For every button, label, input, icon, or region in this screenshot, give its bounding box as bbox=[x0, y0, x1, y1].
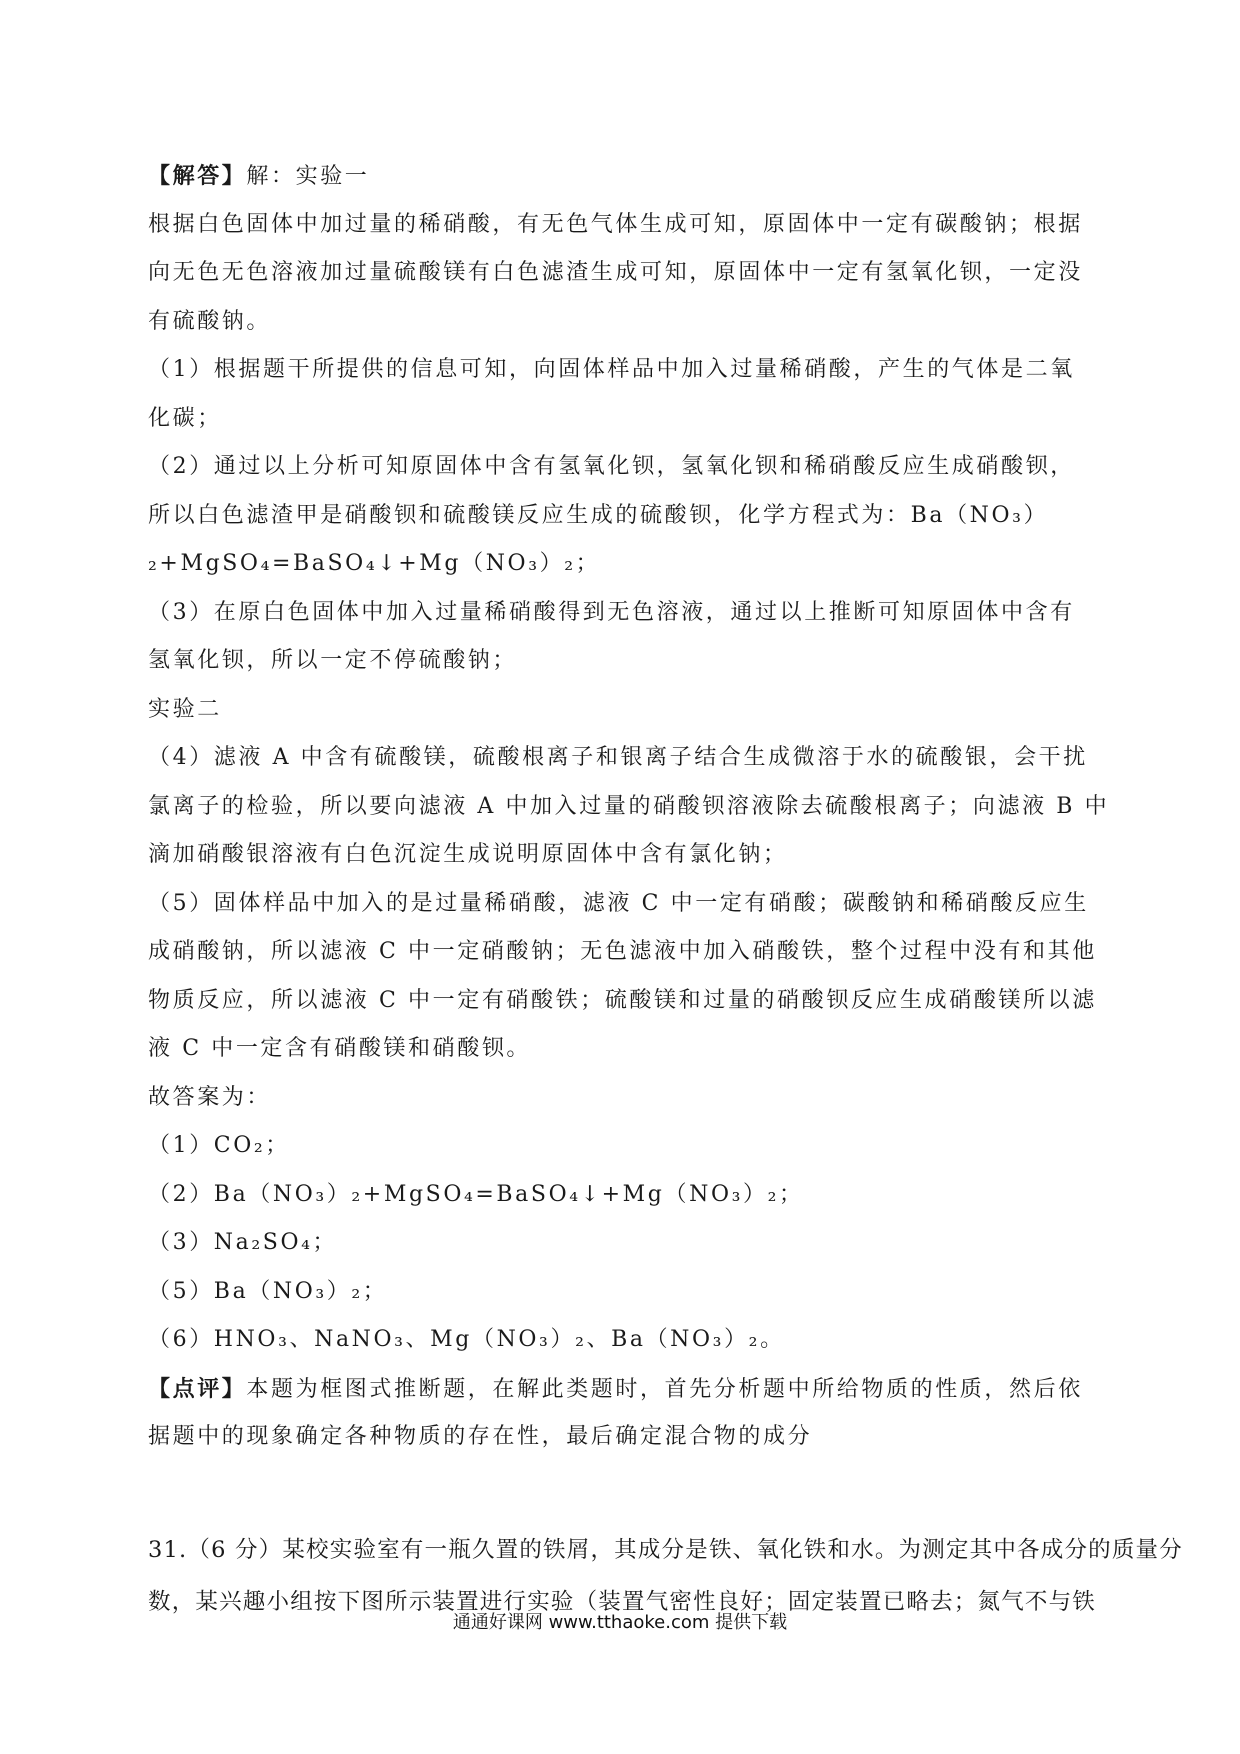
answer-line: 物质反应，所以滤液 C 中一定有硝酸铁；硫酸镁和过量的硝酸钡反应生成硝酸镁所以滤 bbox=[148, 987, 1097, 1013]
comment-line: 据题中的现象确定各种物质的存在性，最后确定混合物的成分 bbox=[148, 1424, 813, 1449]
page-footer: 通通好课网 www.tthaoke.com 提供下载 bbox=[452, 1612, 788, 1633]
answer-line: （3）在原白色固体中加入过量稀硝酸得到无色溶液，通过以上推断可知原固体中含有 bbox=[148, 599, 1075, 625]
answer-label: 【解答】 bbox=[148, 163, 247, 189]
answer-line: 实验二 bbox=[148, 696, 222, 722]
answer-line: （1）CO₂； bbox=[148, 1133, 290, 1158]
answer-line: 氯离子的检验，所以要向滤液 A 中加入过量的硝酸钡溶液除去硫酸根离子；向滤液 B 中 bbox=[148, 793, 1110, 819]
question-line: 数，某兴趣小组按下图所示装置进行实验（装置气密性良好；固定装置已略去；氮气不与铁 bbox=[148, 1588, 1097, 1615]
answer-line: （6）HNO₃、NaNO₃、Mg（NO₃）₂、Ba（NO₃）₂。 bbox=[148, 1327, 785, 1352]
question-line: 31.（6 分）某校实验室有一瓶久置的铁屑，其成分是铁、氧化铁和水。为测定其中各成分的质量分 bbox=[148, 1536, 1183, 1563]
comment-text: 本题为框图式推断题，在解此类题时，首先分析题中所给物质的性质，然后依 bbox=[246, 1376, 1083, 1402]
answer-line: 故答案为： bbox=[148, 1084, 272, 1110]
answer-line: ₂+MgSO₄=BaSO₄↓+Mg（NO₃）₂； bbox=[148, 551, 601, 576]
answer-line: 根据白色固体中加过量的稀硝酸，有无色气体生成可知，原固体中一定有碳酸钠；根据 bbox=[148, 211, 1083, 237]
answer-line: （5）固体样品中加入的是过量稀硝酸，滤液 C 中一定有硝酸；碳酸钠和稀硝酸反应生 bbox=[148, 890, 1089, 916]
answer-line: （5）Ba（NO₃）₂； bbox=[148, 1278, 388, 1304]
answer-line: 所以白色滤渣甲是硝酸钡和硫酸镁反应生成的硫酸钡，化学方程式为：Ba（NO₃） bbox=[148, 502, 1049, 528]
answer-line: 有硫酸钠。 bbox=[148, 308, 272, 334]
answer-line: （4）滤液 A 中含有硫酸镁，硫酸根离子和银离子结合生成微溶于水的硫酸银，会干扰 bbox=[148, 745, 1088, 770]
section-gap bbox=[148, 1462, 1098, 1524]
comment-line bbox=[148, 1365, 1098, 1414]
answer-line: （1）根据题干所提供的信息可知，向固体样品中加入过量稀硝酸，产生的气体是二氧 bbox=[148, 357, 1075, 382]
answer-line: （3）Na₂SO₄； bbox=[148, 1230, 338, 1255]
answer-content bbox=[148, 152, 1183, 1628]
answer-line: 成硝酸钠，所以滤液 C 中一定硝酸钠；无色滤液中加入硝酸铁，整个过程中没有和其他 bbox=[148, 939, 1097, 964]
answer-header bbox=[148, 152, 1098, 201]
answer-line: 向无色无色溶液加过量硫酸镁有白色滤渣生成可知，原固体中一定有氢氧化钡，一定没 bbox=[148, 260, 1083, 285]
comment-label: 【点评】 bbox=[148, 1375, 247, 1402]
answer-line: 化碳； bbox=[148, 405, 222, 431]
answer-line: （2）通过以上分析可知原固体中含有氢氧化钡，氢氧化钡和稀硝酸反应生成硝酸钡， bbox=[148, 454, 1075, 479]
answer-line: 滴加硝酸银溶液有白色沉淀生成说明原固体中含有氯化钠； bbox=[148, 842, 788, 867]
answer-line: 氢氧化钡，所以一定不停硫酸钠； bbox=[148, 648, 518, 673]
answer-line: 液 C 中一定含有硝酸镁和硝酸钡。 bbox=[148, 1036, 532, 1061]
answer-header-text: 解：实验一 bbox=[246, 164, 370, 189]
answer-line: （2）Ba（NO₃）₂+MgSO₄=BaSO₄↓+Mg（NO₃）₂； bbox=[148, 1181, 804, 1207]
